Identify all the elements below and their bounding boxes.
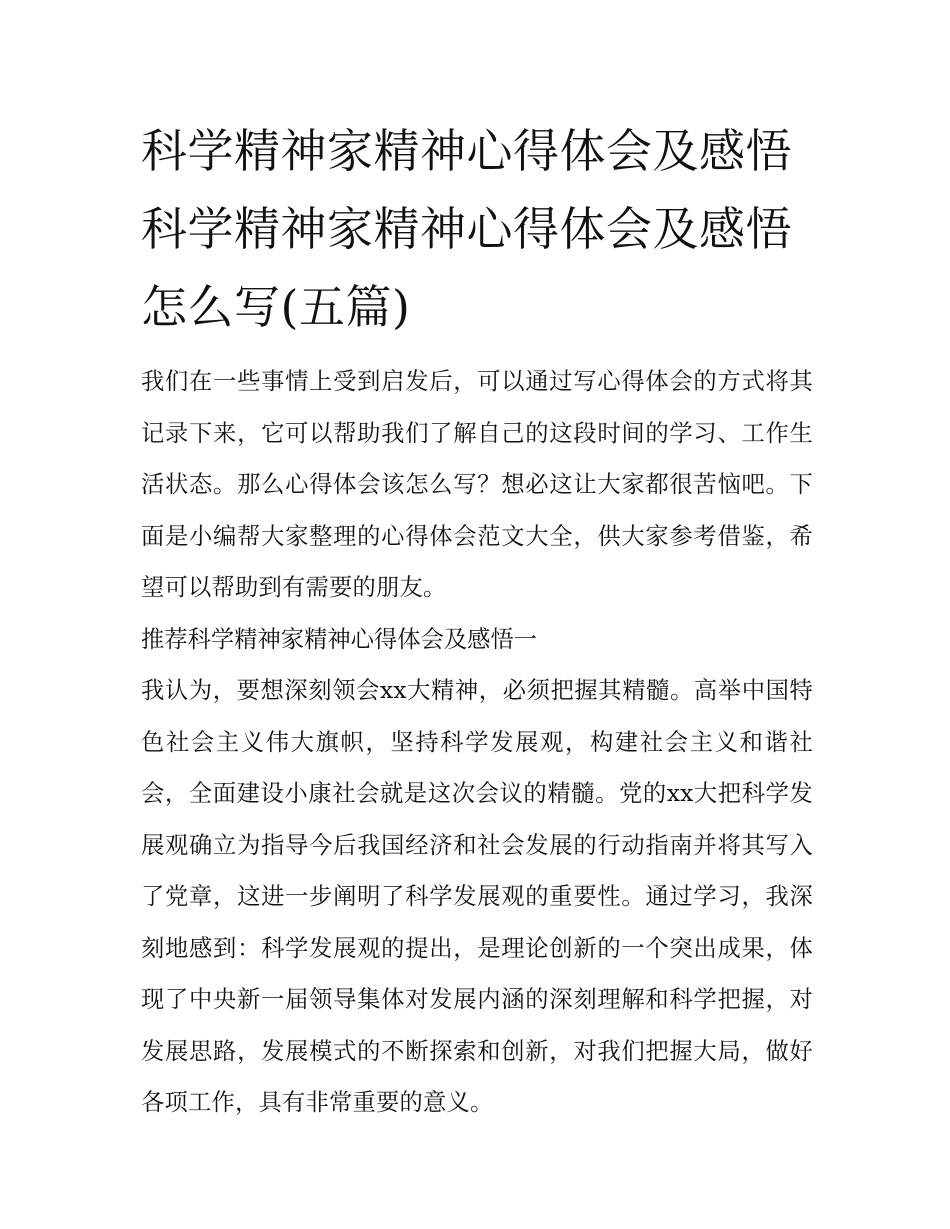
document-body [141,356,813,1129]
document-title: 科学精神家精神心得体会及感悟 科学精神家精神心得体会及感悟怎么写(五篇) [141,124,792,335]
intro-paragraph: 我们在一些事情上受到启发后，可以通过写心得体会的方式将其记录下来，它可以帮助我们了解自己的这段时间的学习、工作生活状态。那么心得体会该怎么写？想必这让大家都很苦恼吧。下面是小编帮大家整理的心得体会范文大全，供大家参考借鉴，希望可以帮助到有需要的朋友。 [141,368,813,601]
section-heading: 推荐科学精神家精神心得体会及感悟一 [141,625,538,653]
body-paragraph: 我认为，要想深刻领会xx大精神，必须把握其精髓。高举中国特色社会主义伟大旗帜，坚持科学发展观，构建社会主义和谐社会，全面建设小康社会就是这次会议的精髓。党的xx大把科学发展观确立为指导今后我国经济和社会发展的行动指南并将其写入了党章，这进一步阐明了科学发展观的重要性。通过学习，我深刻地感到：科学发展观的提出，是理论创新的一个突出成果，体现了中央新一届领导集体对发展内涵的深刻理解和科学把握，对发展思路，发展模式的不断探索和创新，对我们把握大局，做好各项工作，具有非常重要的意义。 [141,677,813,1116]
